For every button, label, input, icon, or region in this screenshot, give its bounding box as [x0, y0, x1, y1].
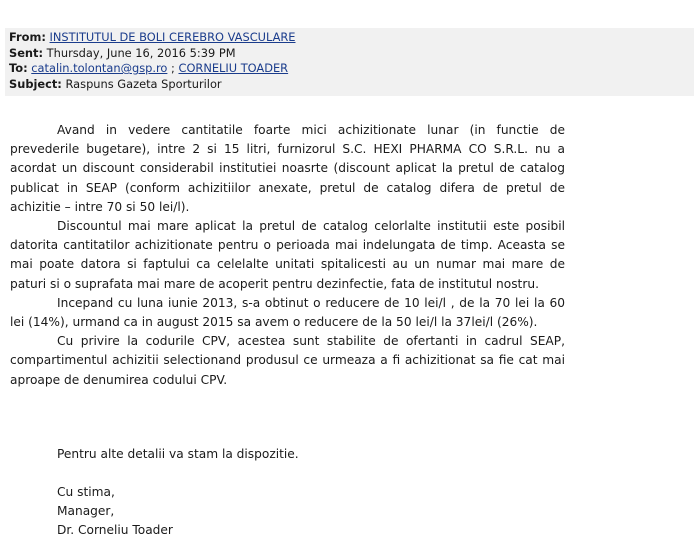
to-label: To: — [9, 61, 28, 75]
signature-line-3: Dr. Corneliu Toader — [57, 523, 173, 537]
body-paragraph-2: Discountul mai mare aplicat la pretul de catalog celorlalte institutii este posibil datorita cantitatilor achizitionate pentru o perioada mai indelungata de timp. Aceasta se mai poate datora si faptului ca celelalte unitati spitalicesti au un numar mai mare de paturi si o suprafata mai mare de acoperit pentru dezinfectie, fata de institutul nostru. — [10, 219, 565, 291]
spacer — [10, 390, 565, 409]
email-body — [10, 121, 565, 537]
sent-date: Thursday, June 16, 2016 5:39 PM — [46, 45, 236, 60]
body-paragraph-3: Incepand cu luna iunie 2013, s-a obtinut o reducere de 10 lei/l , de la 70 lei la 60 lei (14%), urmand ca in august 2015 sa avem o reducere de la 50 lei/l la 37lei/l (26%). — [10, 295, 565, 330]
body-paragraph-1: Avand in vedere cantitatile foarte mici achizitionate lunar (in functie de prevederile bugetare), intre 2 si 15 litri, furnizorul S.C. HEXI PHARMA CO S.R.L. nu a acordat un discount considerabil institutiei noasrte (discount aplicat la pretul de catalog publicat in SEAP (conform achizitiilor anexate, pretul de catalog difera de pretul de achizitie – intre 70 si 50 lei/l). — [10, 123, 565, 214]
closing-line: Pentru alte detalii va stam la dispozitie. — [57, 447, 299, 461]
signature-line-1: Cu stima, — [57, 485, 115, 499]
to-recipient-link-1[interactable]: catalin.tolontan@gsp.ro — [31, 61, 168, 75]
to-row — [9, 61, 694, 77]
email-header — [5, 28, 694, 96]
from-row — [9, 30, 694, 46]
subject-row — [9, 77, 694, 93]
from-label: From: — [9, 30, 46, 44]
subject-label: Subject: — [9, 76, 62, 91]
to-separator: ; — [171, 61, 175, 75]
to-recipient-link-2[interactable]: CORNELIU TOADER — [178, 61, 289, 75]
subject-text: Raspuns Gazeta Sporturilor — [65, 76, 222, 91]
body-paragraph-4: Cu privire la codurile CPV, acestea sunt stabilite de ofertanti in cadrul SEAP, compartimentul achizitii selectionand produsul ce urmeaza a fi achizitionat sa fie cat mai aproape de denumirea codului CPV. — [10, 334, 565, 387]
sent-row — [9, 46, 694, 62]
signature-line-2: Manager, — [57, 504, 115, 518]
sent-label: Sent: — [9, 45, 44, 60]
from-sender-link[interactable]: INSTITUTUL DE BOLI CEREBRO VASCULARE — [49, 30, 296, 44]
